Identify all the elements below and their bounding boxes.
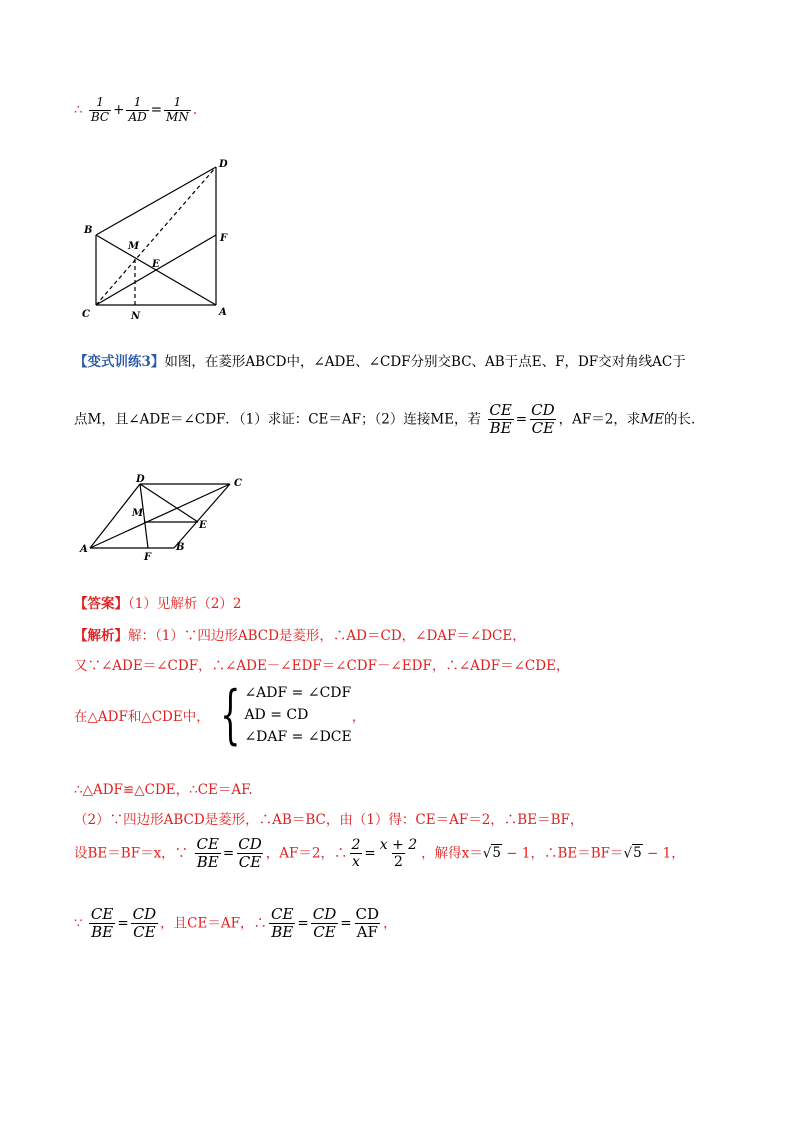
solution-line-1: 【解析】解：（1）∵四边形ABCD是菱形，∴AD＝CD，∠DAF＝∠DCE， [74,628,526,644]
exercise-line-2: 点M，且∠ADE＝∠CDF．（1）求证：CE＝AF；（2）连接ME，若 $\frac{CE}{BE}$ = $\frac{CD}{CE}$ ，AF＝2，求ME的长． [74,401,705,438]
top-result-formula: ∴ $\frac{1}{BC}$ + $\frac{1}{AD}$ = $\frac{1}{MN}$ . [74,95,198,124]
label-e: E [199,520,207,531]
label-a: A [80,544,88,555]
solution-line-3: 在△ADF和△CDE中， { ∠ADF = ∠CDF AD = CD ∠DAF = ∠DCE ， [74,678,366,752]
solution-line-6: 设BE＝BF＝x，∵ $\frac{CE}{BE}$ = $\frac{CD}{CE}$ ，AF＝2，∴ $\frac{2}{x}$ = $\frac{x + 2}{2}$ ，解得x＝√5 − 1，∴BE＝BF＝√5 − 1， [74,835,685,872]
label-f: F [144,552,152,562]
label-f: F [220,233,228,244]
label-d: D [136,474,145,485]
label-m: M [128,241,140,252]
exercise-line-1: 【变式训练3】如图，在菱形ABCD中，∠ADE、∠CDF分别交BC、AB于点E、F，DF交对角线AC于 [74,354,686,370]
therefore-symbol: ∴ [74,101,83,118]
label-c: C [82,309,90,320]
fraction-ce-be: $\frac{CE}{BE}$ [489,401,512,438]
fraction-mn: $\frac{1}{MN}$ [166,95,189,124]
label-b: B [84,225,93,236]
solution-tag: 【解析】 [74,628,128,644]
label-m: M [132,508,144,519]
solution-line-7: ∵ $\frac{CE}{BE}$ = $\frac{CD}{CE}$ ，且CE＝AF，∴ $\frac{CE}{BE}$ = $\frac{CD}{CE}$ = $\frac{CD}{AF}$ ， [74,905,397,942]
fraction-bc: $\frac{1}{BC}$ [90,95,110,124]
label-d: D [219,159,228,170]
answer-line: 【答案】（1）见解析（2）2 [74,596,242,612]
equation-system: { ∠ADF = ∠CDF AD = CD ∠DAF = ∠DCE [219,678,352,752]
fraction-cd-ce: $\frac{CD}{CE}$ [531,401,555,438]
solution-line-4: ∴△ADF≌△CDE，∴CE＝AF. [74,782,253,798]
answer-tag: 【答案】 [74,596,128,612]
label-n: N [131,311,141,322]
label-e: E [152,259,160,270]
label-a: A [219,307,227,318]
solution-line-2: 又∵∠ADE＝∠CDF，∴∠ADE－∠EDF＝∠CDF－∠EDF，∴∠ADF＝∠CDE， [74,658,570,674]
label-b: B [176,542,185,553]
exercise-tag: 【变式训练3】 [74,354,165,370]
fraction-ad: $\frac{1}{AD}$ [128,95,147,124]
geometry-figure-1 [78,155,248,325]
geometry-figure-2 [78,472,258,562]
label-c: C [234,478,242,489]
solution-line-5: （2）∵四边形ABCD是菱形，∴AB＝BC，由（1）得：CE＝AF＝2，∴BE＝BF， [74,812,584,828]
